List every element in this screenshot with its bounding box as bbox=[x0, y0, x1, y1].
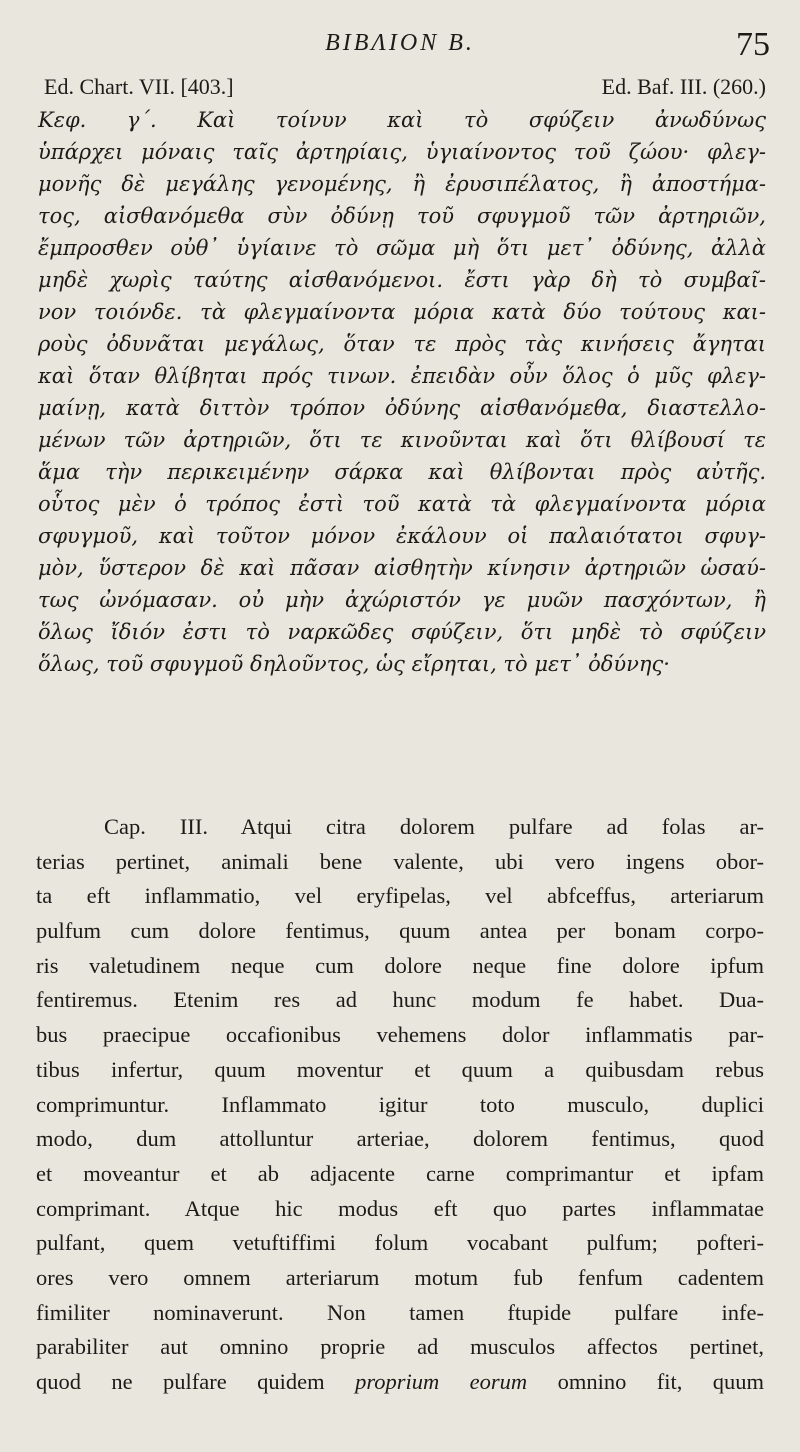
greek-line: ροὺς ὀδυνᾶται μεγάλως, ὅταν τε πρὸς τὰς κινήσεις ἄγηται bbox=[38, 332, 766, 356]
latin-line: terias pertinet, animali bene valente, ubi vero ingens obor- bbox=[36, 848, 764, 874]
latin-italic-phrase: proprium eorum bbox=[355, 1369, 528, 1394]
latin-line: fentiremus. Etenim res ad hunc modum fe habet. Dua- bbox=[36, 987, 764, 1013]
latin-text-block bbox=[36, 810, 764, 1400]
greek-line: μηδὲ χωρὶς ταύτης αἰσθανόμενοι. ἔστι γὰρ δὴ τὸ συμβαῖ- bbox=[38, 268, 766, 292]
greek-line: μένων τῶν ἀρτηριῶν, ὅτι τε κινοῦνται καὶ ὅτι θλίβουσί τε bbox=[38, 428, 766, 452]
latin-line: Cap. III. Atqui citra dolorem pulfare ad folas ar- bbox=[104, 814, 764, 839]
greek-line: νον τοιόνδε. τὰ φλεγμαίνοντα μόρια κατὰ δύο τούτους και- bbox=[38, 300, 766, 324]
greek-line: σφυγμοῦ, καὶ τοῦτον μόνον ἐκάλουν οἱ παλαιότατοι σφυγ- bbox=[38, 524, 766, 548]
latin-line: bus praecipue occafionibus vehemens dolor inflammatis par- bbox=[36, 1022, 764, 1048]
latin-line: comprimant. Atque hic modus eft quo partes inflammatae bbox=[36, 1195, 764, 1221]
greek-line: τως ὠνόμασαν. οὐ μὴν ἀχώριστόν γε μυῶν πασχόντων, ἢ bbox=[38, 588, 766, 612]
running-title: ΒΙΒΛΙΟΝ Β. bbox=[325, 30, 475, 56]
latin-line: parabiliter aut omnino proprie ad musculos affectos pertinet, bbox=[36, 1334, 764, 1360]
running-head bbox=[0, 26, 800, 62]
greek-line: μὸν, ὕστερον δὲ καὶ πᾶσαν αἰσθητὴν κίνησιν ἀρτηριῶν ὡσαύ- bbox=[38, 556, 766, 580]
greek-line: καὶ ὅταν θλίβηται πρός τινων. ἐπειδὰν οὖν ὅλος ὁ μῦς φλεγ- bbox=[38, 364, 766, 388]
latin-line: modo, dum attolluntur arteriae, dolorem fentimus, quod bbox=[36, 1126, 764, 1152]
latin-text-span: quod ne pulfare quidem bbox=[36, 1369, 356, 1394]
latin-line: pulfum cum dolore fentimus, quum antea per bonam corpo- bbox=[36, 918, 764, 944]
latin-text-span: omnino fit, quum bbox=[527, 1369, 765, 1394]
greek-line: μονῆς δὲ μεγάλης γενομένης, ἢ ἐρυσιπέλατος, ἢ ἀποστήμα- bbox=[38, 172, 766, 196]
edition-basel: Ed. Baf. III. (260.) bbox=[601, 74, 766, 99]
greek-line: ὅλως ἴδιόν ἐστι τὸ ναρκῶδες σφύζειν, ὅτι μηδὲ τὸ σφύζειν bbox=[38, 620, 766, 644]
latin-line: pulfant, quem vetuftiffimi folum vocabant pulfum; pofteri- bbox=[36, 1230, 764, 1256]
latin-line: ta eft inflammatio, vel eryfipelas, vel abfceffus, arteriarum bbox=[36, 883, 764, 909]
greek-line: Κεφ. γ΄. Καὶ τοίνυν καὶ τὸ σφύζειν ἀνωδύνως bbox=[38, 108, 766, 132]
page-number: 75 bbox=[736, 26, 770, 63]
latin-line: comprimuntur. Inflammato igitur toto musculo, duplici bbox=[36, 1091, 764, 1117]
latin-line: et moveantur et ab adjacente carne comprimantur et ipfam bbox=[36, 1160, 764, 1186]
latin-line: tibus infertur, quum moventur et quum a quibusdam rebus bbox=[36, 1056, 764, 1082]
greek-line: ὅλως, τοῦ σφυγμοῦ δηλοῦντος, ὡς εἴρηται, τὸ μετ᾿ ὀδύνης· bbox=[38, 652, 670, 676]
latin-line: fimiliter nominaverunt. Non tamen ftupide pulfare infe- bbox=[36, 1299, 764, 1325]
latin-line-last bbox=[36, 1365, 764, 1400]
edition-line bbox=[44, 74, 766, 102]
latin-line: ris valetudinem neque cum dolore neque fine dolore ipfum bbox=[36, 952, 764, 978]
edition-chartier: Ed. Chart. VII. [403.] bbox=[44, 74, 234, 99]
greek-line: τος, αἰσθανόμεθα σὺν ὀδύνῃ τοῦ σφυγμοῦ τῶν ἀρτηριῶν, bbox=[38, 204, 766, 228]
greek-line: ἅμα τὴν περικειμένην σάρκα καὶ θλίβονται πρὸς αὐτῆς. bbox=[38, 460, 766, 484]
greek-text-block bbox=[38, 104, 766, 680]
greek-line: ὑπάρχει μόναις ταῖς ἀρτηρίαις, ὑγιαίνοντος τοῦ ζώου· φλεγ- bbox=[38, 140, 766, 164]
greek-line: οὗτος μὲν ὁ τρόπος ἐστὶ τοῦ κατὰ τὰ φλεγμαίνοντα μόρια bbox=[38, 492, 766, 516]
latin-line: ores vero omnem arteriarum motum fub fenfum cadentem bbox=[36, 1264, 764, 1290]
greek-line: ἔμπροσθεν οὐθ᾿ ὑγίαινε τὸ σῶμα μὴ ὅτι μετ᾿ ὀδύνης, ἀλλὰ bbox=[38, 236, 766, 260]
greek-line: μαίνῃ, κατὰ διττὸν τρόπον ὀδύνης αἰσθανόμεθα, διαστελλο- bbox=[38, 396, 766, 420]
